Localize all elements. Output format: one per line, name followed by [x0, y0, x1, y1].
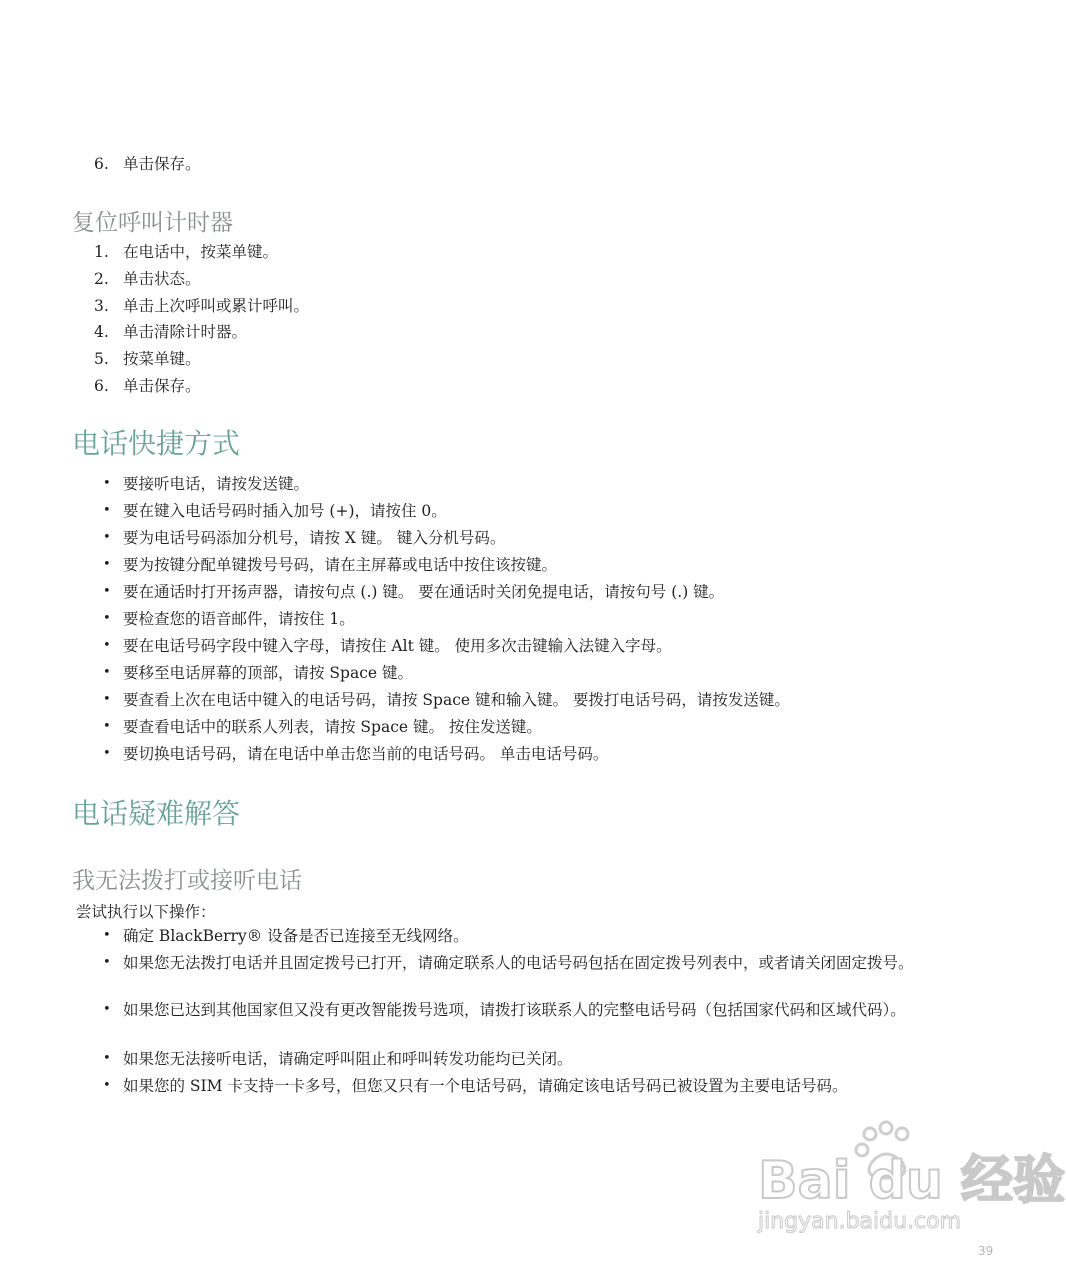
bullet-text: 如果您无法拨打电话并且固定拨号已打开，请确定联系人的电话号码包括在固定拨号列表中，或者请关闭固定拨号。 [123, 954, 914, 972]
bullet-text: 要查看上次在电话中键入的电话号码，请按 Space 键和输入键。 要拨打电话号码，请按发送键。 [123, 691, 790, 709]
list-text: 单击状态。 [123, 270, 201, 288]
list-number: 3. [94, 297, 109, 315]
list-number: 5. [94, 350, 109, 368]
list-number: 6. [94, 155, 109, 173]
bullet-icon: • [103, 665, 111, 680]
bullet-text: 要在键入电话号码时插入加号 (+)，请按住 0。 [123, 502, 447, 520]
list-text: 单击保存。 [123, 377, 201, 395]
bullet-icon: • [103, 1002, 111, 1017]
baidu-watermark-logo [752, 1120, 1065, 1240]
bullet-icon: • [103, 719, 111, 734]
list-text: 单击上次呼叫或累计呼叫。 [123, 297, 310, 315]
bullet-icon: • [103, 557, 111, 572]
subsection-heading: 我无法拨打或接听电话 [72, 868, 302, 894]
bullet-text: 要在通话时打开扬声器，请按句点 (.) 键。 要在通话时关闭免提电话，请按句号 (.) 键。 [123, 583, 725, 601]
bullet-icon: • [103, 530, 111, 545]
bullet-text: 要检查您的语音邮件，请按住 1。 [123, 610, 355, 628]
bullet-text: 如果您已达到其他国家但又没有更改智能拨号选项，请拨打该联系人的完整电话号码（包括国家代码和区域代码）。 [123, 1001, 906, 1019]
section-heading-shortcuts: 电话快捷方式 [72, 427, 241, 460]
page-number: 39 [978, 1244, 994, 1258]
list-number: 1. [94, 243, 109, 261]
bullet-text: 要切换电话号码，请在电话中单击您当前的电话号码。 单击电话号码。 [123, 745, 609, 763]
list-number: 4. [94, 323, 109, 341]
watermark-logo-text: Bai du 经验 [758, 1151, 1065, 1211]
list-text: 在电话中，按菜单键。 [123, 243, 279, 261]
bullet-text: 确定 BlackBerry® 设备是否已连接至无线网络。 [123, 927, 469, 945]
bullet-icon: • [103, 928, 111, 943]
bullet-icon: • [103, 476, 111, 491]
bullet-icon: • [103, 638, 111, 653]
bullet-icon: • [103, 1078, 111, 1093]
bullet-icon: • [103, 611, 111, 626]
bullet-text: 要为电话号码添加分机号，请按 X 键。 键入分机号码。 [123, 529, 506, 547]
list-number: 2. [94, 270, 109, 288]
list-text: 单击保存。 [123, 155, 201, 173]
intro-text: 尝试执行以下操作： [76, 903, 216, 921]
bullet-icon: • [103, 584, 111, 599]
bullet-text: 要接听电话，请按发送键。 [123, 475, 310, 493]
bullet-text: 如果您无法接听电话，请确定呼叫阻止和呼叫转发功能均已关闭。 [123, 1050, 573, 1068]
bullet-text: 要移至电话屏幕的顶部，请按 Space 键。 [123, 664, 413, 682]
section-heading-reset-timer: 复位呼叫计时器 [72, 210, 233, 236]
bullet-text: 要在电话号码字段中键入字母，请按住 Alt 键。 使用多次击键输入法键入字母。 [123, 637, 672, 655]
list-number: 6. [94, 377, 109, 395]
bullet-icon: • [103, 746, 111, 761]
bullet-icon: • [103, 955, 111, 970]
bullet-icon: • [103, 1051, 111, 1066]
bullet-text: 要为按键分配单键拨号号码，请在主屏幕或电话中按住该按键。 [123, 556, 558, 574]
bullet-text: 如果您的 SIM 卡支持一卡多号，但您又只有一个电话号码，请确定该电话号码已被设置为主要电话号码。 [123, 1077, 848, 1095]
section-heading-troubleshooting: 电话疑难解答 [72, 797, 241, 830]
bullet-text: 要查看电话中的联系人列表，请按 Space 键。 按住发送键。 [123, 718, 542, 736]
bullet-icon: • [103, 692, 111, 707]
watermark-url: jingyan.baidu.com [758, 1209, 962, 1234]
bullet-icon: • [103, 503, 111, 518]
list-text: 按菜单键。 [123, 350, 201, 368]
list-text: 单击清除计时器。 [123, 323, 248, 341]
